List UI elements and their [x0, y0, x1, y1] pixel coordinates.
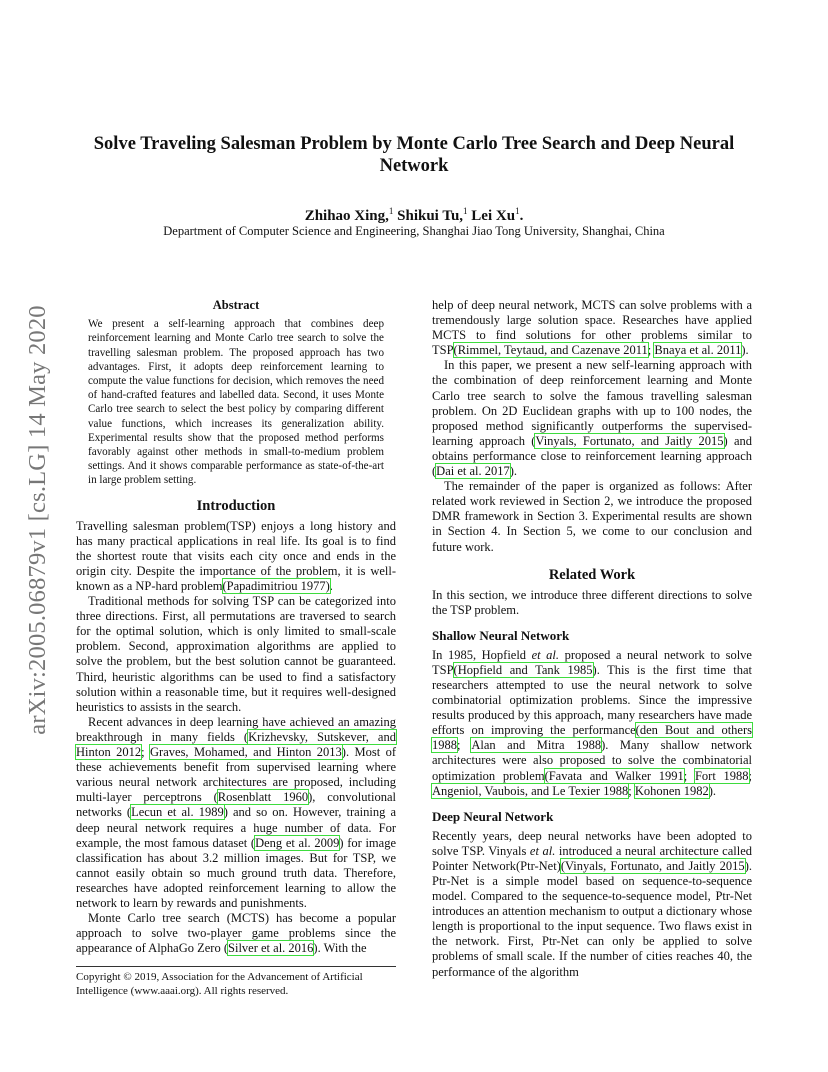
citation-link[interactable]: Dai et al. 2017: [436, 464, 510, 479]
paper-title: Solve Traveling Salesman Problem by Monte Carlo Tree Search and Deep Neural Network: [93, 134, 735, 176]
citation-link[interactable]: (Vinyals, Fortunato, and Jaitly 2015: [560, 858, 745, 873]
citation-link[interactable]: Graves, Mohamed, and Hinton 2013: [150, 745, 342, 760]
intro-paragraph-6: In this paper, we present a new self-learning approach with the combination of deep reinforcement learning and Monte Carlo tree search to solve the famous travelling salesman problem. On 2D Euclidean graphs with up to 100 nodes, the proposed method significantly outperforms the supervised-learning approach (Vinyals, Fortunato, and Jaitly 2015) and obtains performance close to reinforcement learning approach (Dai et al. 2017).: [432, 358, 752, 479]
citation-link[interactable]: Fort 1988: [694, 768, 749, 783]
deep-nn-paragraph: Recently years, deep neural networks have been adopted to solve TSP. Vinyals et al. introduced a neural architecture called Pointer Network(Ptr-Net)(Vinyals, Fortunato, and Jaitly 2015). Ptr-Net is a simple model based on sequence-to-sequence model. Compared to the sequence-to-sequence model, Ptr-Net introduces an attention mechanism to output a dictionary whose length is proportional to the input sequence. Two flaws exist in the network. First, Ptr-Net can only be applied to solve problems of small scale. If the number of cities reaches 40, the performance of the algorithm: [432, 828, 752, 979]
citation-link[interactable]: Bnaya et al. 2011: [654, 343, 742, 358]
citation-link[interactable]: (Hopfield and Tank 1985: [453, 662, 593, 677]
citation-link[interactable]: Kohonen 1982: [634, 783, 709, 798]
citation-link[interactable]: Angeniol, Vaubois, and Le Texier 1988: [432, 783, 629, 798]
citation-link[interactable]: Silver et al. 2016: [228, 941, 314, 956]
deep-nn-heading: Deep Neural Network: [432, 808, 554, 824]
author-name: Zhihao Xing,: [304, 208, 389, 224]
citation-link[interactable]: (Rimmel, Teytaud, and Cazenave 2011: [453, 343, 648, 358]
intro-paragraph-4: Monte Carlo tree search (MCTS) has become a popular approach to solve two-player game problems since the appearance of AlphaGo Zero (Silver et al. 2016). With the: [76, 911, 396, 956]
citation-link[interactable]: Krizhevsky, Sutskever, and Hinton 2012: [76, 729, 396, 760]
citation-link[interactable]: Vinyals, Fortunato, and Jaitly 2015: [535, 433, 724, 448]
intro-paragraph-7: The remainder of the paper is organized as follows: After related work reviewed in Section 2, we introduce the proposed DMR framework in Section 3. Experimental results are shown in Section 4. In Section 5, we come to our conclusion and future work.: [432, 479, 752, 554]
citation-link[interactable]: (Papadimitriou 1977): [222, 579, 330, 594]
affiliation: Department of Computer Science and Engineering, Shanghai Jiao Tong University, Shanghai, China: [163, 224, 665, 238]
intro-paragraph-5: help of deep neural network, MCTS can solve problems with a tremendously large solution space. Researches have applied MCTS to find solutions for other problems similar to TSP(Rimmel, Teytaud, and Cazenave 2011; Bnaya et al. 2011).: [432, 298, 752, 358]
affiliation-mark: 1: [463, 206, 468, 216]
author-list: [60, 206, 768, 225]
intro-paragraph-3: Recent advances in deep learning have achieved an amazing breakthrough in many fields (Krizhevsky, Sutskever, and Hinton 2012; Graves, Mohamed, and Hinton 2013). Most of these achievements benefit from supervised learning where various neural network architectures are proposed, including multi-layer perceptrons (Rosenblatt 1960), convolutional networks (Lecun et al. 1989) and so on. However, training a deep neural network requires a huge number of data. For example, the most famous dataset (Deng et al. 2009) for image classification has about 3.2 million images. But for TSP, we cannot easily obtain so much ground truth data. Therefore, researches have adopted reinforcement learning to allow the network to learn by rewards and punishments.: [76, 714, 397, 910]
arxiv-sidebar: [24, 280, 52, 760]
intro-paragraph-2: Traditional methods for solving TSP can be categorized into three directions. First, all permutations are traversed to search for the optimal solution, which is only limited to small-scale problem. Second, approximation algorithms are applied to solve the problem, but the best solution cannot be guaranteed. Third, heuristic algorithms can be used to find a satisfactory solution within a reasonable time, but it requires well-designed heuristics to assists in the search.: [76, 594, 396, 714]
citation-link[interactable]: Alan and Mitra 1988: [471, 738, 602, 753]
citation-link[interactable]: Deng et al. 2009: [255, 835, 340, 850]
affiliation-mark: 1: [515, 206, 520, 216]
introduction-heading: Introduction: [196, 497, 276, 514]
authors-end: .: [519, 208, 524, 224]
left-column: [76, 298, 396, 956]
citation-link[interactable]: Rosenblatt 1960: [217, 790, 309, 805]
affiliation-mark: 1: [388, 206, 394, 216]
abstract: [88, 298, 384, 488]
right-column: [432, 298, 752, 980]
intro-paragraph-1: Travelling salesman problem(TSP) enjoys a long history and has many practical applications in real life. Its goal is to find the shortest route that visits each city once and ends in the origin city. Despite the importance of the problem, it is well-known as a NP-hard problem(Papadimitriou 1977).: [76, 518, 396, 594]
citation-link[interactable]: (den Bout and others 1988: [432, 723, 752, 753]
shallow-nn-paragraph: In 1985, Hopfield et al. proposed a neural network to solve TSP(Hopfield and Tank 1985). This is the first time that researchers attempted to use the neural network to solve combinatorial optimization problems. Since the impressive results produced by this approach, many researchers have made efforts on improving the performance(den Bout and others 1988; Alan and Mitra 1988). Many shallow network architectures were also proposed to solve the combinatorial optimization problem(Favata and Walker 1991; Fort 1988; Angeniol, Vaubois, and Le Texier 1988; Kohonen 1982).: [432, 647, 752, 798]
related-work-intro: In this section, we introduce three different directions to solve the TSP problem.: [432, 587, 752, 617]
arxiv-identifier: arXiv:2005.06879v1 [cs.LG] 14 May 2020: [24, 305, 51, 735]
abstract-text: We present a self-learning approach that combines deep reinforcement learning and Monte Carlo tree search to solve the travelling salesman problem. The proposed approach has two advantages. First, it adopts deep reinforcement learning to compute the value functions for decision, which removes the need of hand-crafted features and labelled data. Second, it uses Monte Carlo tree search to select the best policy by comparing different value functions, which increases its generalization ability. Experimental results show that the proposed method performs favorably against other methods in small-to-medium problem settings. And it shows comparable performance as state-of-the-art in large problem setting.: [88, 318, 384, 487]
citation-link[interactable]: (Favata and Walker 1991: [544, 768, 684, 783]
author-name: Shikui Tu,: [397, 208, 464, 224]
abstract-heading: Abstract: [212, 298, 260, 312]
related-work-heading: Related Work: [548, 566, 636, 583]
citation-link[interactable]: Lecun et al. 1989: [131, 805, 224, 820]
author-name: Lei Xu: [471, 208, 516, 224]
copyright-footnote: Copyright © 2019, Association for the Advancement of Artificial Intelligence (www.aaai.org). All rights reserved.: [76, 966, 396, 998]
shallow-nn-heading: Shallow Neural Network: [432, 627, 570, 643]
